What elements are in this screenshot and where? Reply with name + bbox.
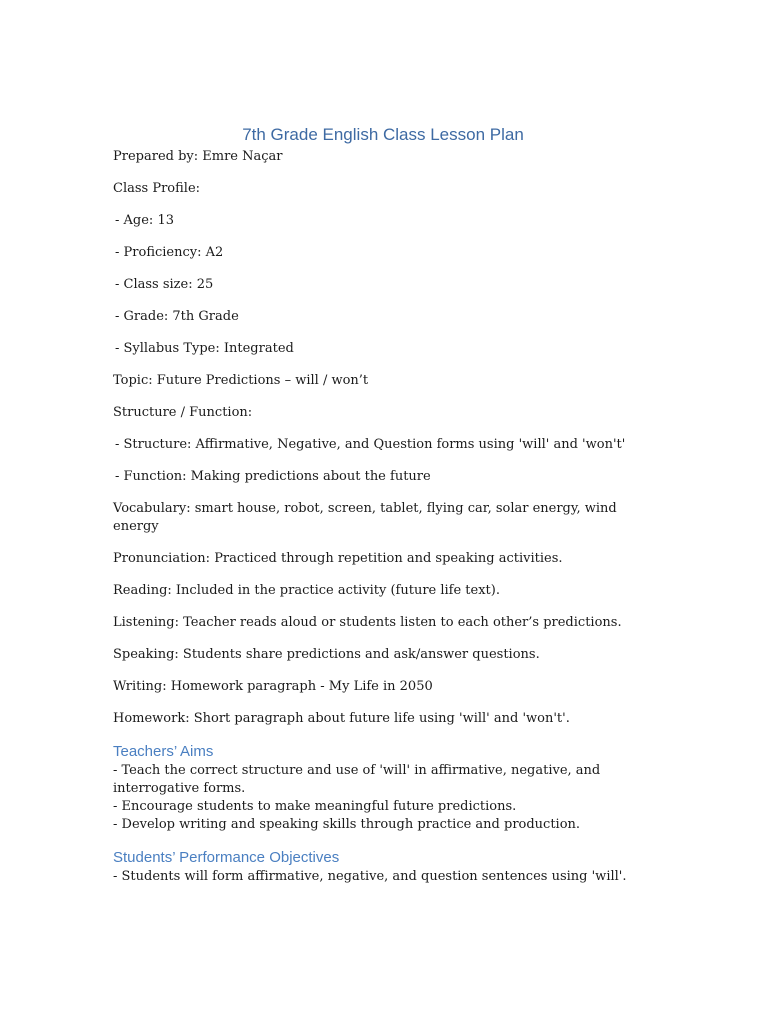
structure-item: - Structure: Affirmative, Negative, and Question forms using 'will' and 'won't' [115,437,626,452]
class-profile-grade: - Grade: 7th Grade [115,309,239,324]
document-title: 7th Grade English Class Lesson Plan [242,125,524,144]
topic: Topic: Future Predictions – will / won’t [113,373,369,388]
structure-label: Structure / Function: [113,405,253,420]
reading: Reading: Included in the practice activity (future life text). [113,583,500,598]
prepared-by: Prepared by: Emre Naçar [113,149,283,164]
teachers-aim-item: - Develop writing and speaking skills through practice and production. [113,817,581,832]
class-profile-age: - Age: 13 [115,213,174,228]
teachers-aim-item: - Encourage students to make meaningful future predictions. [113,799,517,814]
speaking: Speaking: Students share predictions and ask/answer questions. [113,647,540,662]
homework: Homework: Short paragraph about future life using 'will' and 'won't'. [113,711,570,726]
class-profile-syllabus: - Syllabus Type: Integrated [115,341,294,356]
teachers-aim-item: - Teach the correct structure and use of 'will' in affirmative, negative, and interrogative forms. [113,763,601,796]
pronunciation: Pronunciation: Practiced through repetition and speaking activities. [113,551,563,566]
class-profile-label: Class Profile: [113,181,201,196]
document-page [113,122,653,886]
function-item: - Function: Making predictions about the future [115,469,431,484]
objectives-heading: Students’ Performance Objectives [113,849,340,866]
class-profile-size: - Class size: 25 [115,277,214,292]
writing: Writing: Homework paragraph - My Life in 2050 [113,679,433,694]
vocabulary: Vocabulary: smart house, robot, screen, tablet, flying car, solar energy, wind energy [113,501,617,534]
objective-item: - Students will form affirmative, negative, and question sentences using 'will'. [113,869,627,884]
listening: Listening: Teacher reads aloud or students listen to each other’s predictions. [113,615,622,630]
class-profile-proficiency: - Proficiency: A2 [115,245,224,260]
teachers-aims-heading: Teachers’ Aims [113,743,214,760]
